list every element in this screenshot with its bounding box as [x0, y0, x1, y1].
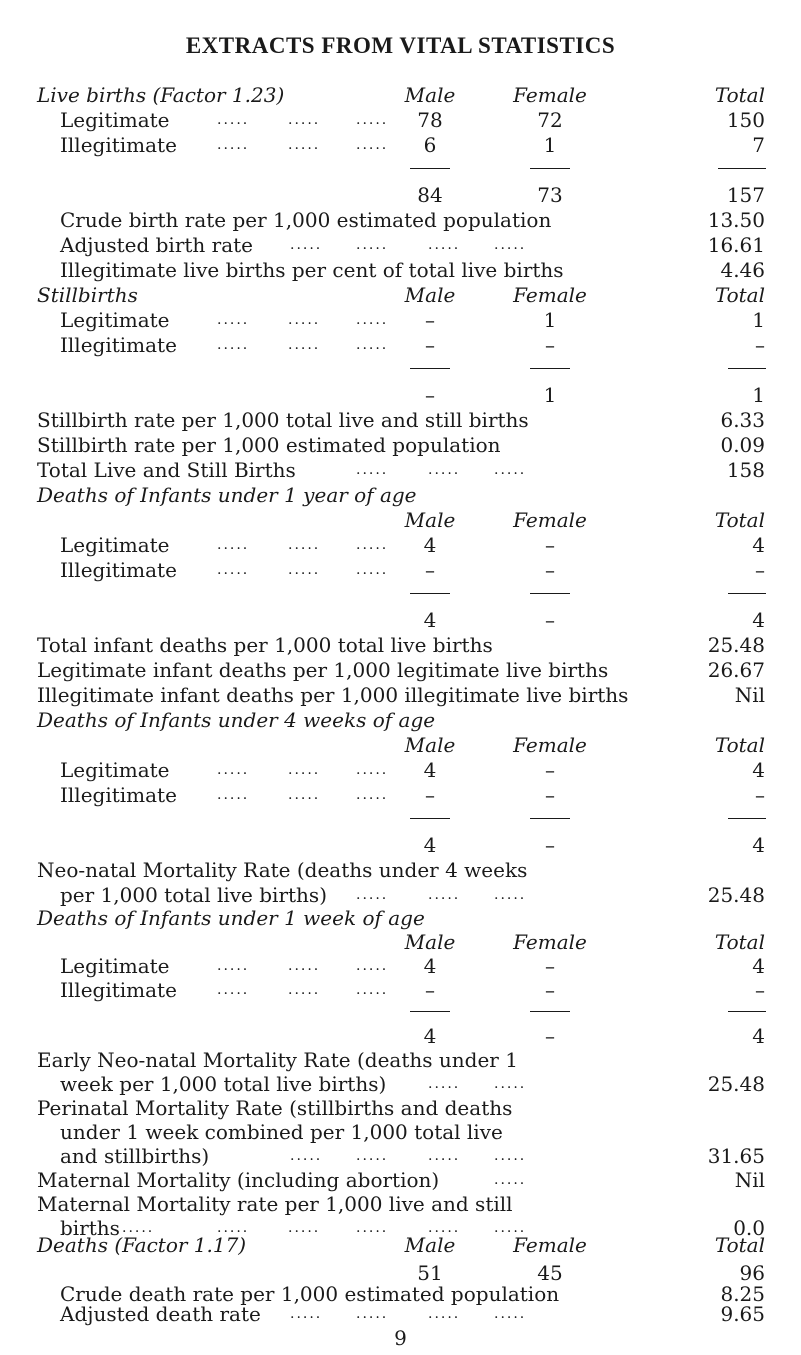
leader-dots: ..... — [428, 1220, 461, 1236]
leader-dots: ..... — [356, 312, 389, 328]
rule — [410, 1011, 450, 1012]
male-value: 4 — [423, 608, 437, 632]
leader-dots: ..... — [356, 1220, 389, 1236]
col-male: Male — [404, 930, 456, 954]
stat-label: under 1 week combined per 1,000 total live — [60, 1120, 503, 1144]
total-value: 150 — [726, 108, 765, 132]
infants-1yr-heading: Deaths of Infants under 1 year of age — [37, 483, 417, 507]
stat-value: 8.25 — [720, 1282, 765, 1306]
leader-dots: ..... — [428, 1306, 461, 1322]
leader-dots: ..... — [288, 537, 321, 553]
total-value: – — [755, 333, 765, 357]
leader-dots: ..... — [288, 312, 321, 328]
stat-label: Stillbirth rate per 1,000 estimated population — [37, 433, 501, 457]
leader-dots: ..... — [356, 337, 389, 353]
infants-1wk-col-row — [0, 929, 801, 955]
leader-dots: ..... — [288, 982, 321, 998]
stat-label: Total infant deaths per 1,000 total live births — [37, 633, 493, 657]
stat-value: 9.65 — [720, 1302, 765, 1326]
total-value: 4 — [752, 533, 765, 557]
leader-dots: ..... — [494, 1076, 527, 1092]
stat-value: 26.67 — [707, 658, 765, 682]
female-value: – — [545, 333, 555, 357]
leader-dots: ..... — [494, 1148, 527, 1164]
leader-dots: ..... — [217, 982, 250, 998]
infants-1yr-heading-row — [0, 482, 801, 508]
col-male: Male — [404, 83, 456, 107]
infants-1yr-illegit-row — [0, 557, 801, 583]
row-label: Illegitimate — [60, 133, 177, 157]
col-female: Female — [513, 83, 587, 107]
leader-dots: ..... — [356, 982, 389, 998]
live-legit-row — [0, 107, 801, 133]
col-total: Total — [714, 930, 765, 954]
total-value: – — [755, 558, 765, 582]
leader-dots: ..... — [356, 137, 389, 153]
perinatal-row-3 — [0, 1143, 801, 1169]
stat-label: week per 1,000 total live births) — [60, 1072, 387, 1096]
male-value: 84 — [417, 183, 443, 207]
female-value: – — [545, 978, 555, 1002]
leader-dots: ..... — [217, 537, 250, 553]
rule — [410, 818, 450, 819]
live-births-header-row — [0, 82, 801, 108]
leader-dots: ..... — [494, 1306, 527, 1322]
female-value: 73 — [537, 183, 563, 207]
col-total: Total — [714, 83, 765, 107]
col-male: Male — [404, 283, 456, 307]
rule — [530, 168, 570, 169]
stat-label: Maternal Mortality (including abortion) — [37, 1168, 440, 1192]
total-value: 4 — [752, 954, 765, 978]
row-label: Illegitimate — [60, 558, 177, 582]
rule — [728, 368, 766, 369]
row-label: Illegitimate — [60, 978, 177, 1002]
stillbirths-heading: Stillbirths — [37, 283, 138, 307]
rule — [718, 168, 766, 169]
male-value: 51 — [417, 1261, 443, 1285]
col-total: Total — [714, 1233, 765, 1257]
leader-dots: ..... — [494, 887, 527, 903]
still-rate-total-row — [0, 407, 801, 433]
leader-dots: ..... — [356, 762, 389, 778]
leader-dots: ..... — [356, 958, 389, 974]
leader-dots: ..... — [494, 462, 527, 478]
leader-dots: ..... — [288, 137, 321, 153]
leader-dots: ..... — [356, 462, 389, 478]
infants-4wk-heading-row — [0, 707, 801, 733]
leader-dots: ..... — [356, 562, 389, 578]
infants-4wk-heading: Deaths of Infants under 4 weeks of age — [37, 708, 436, 732]
rule — [530, 368, 570, 369]
rule — [410, 593, 450, 594]
leader-dots: ..... — [217, 1220, 250, 1236]
stat-label: Perinatal Mortality Rate (stillbirths and deaths — [37, 1096, 513, 1120]
infants-1yr-legit-row — [0, 532, 801, 558]
early-neonatal-row-1 — [0, 1047, 801, 1073]
total-value: – — [755, 783, 765, 807]
total-value: 1 — [752, 383, 765, 407]
leader-dots: ..... — [217, 337, 250, 353]
male-value: – — [425, 383, 435, 407]
stat-label: Crude death rate per 1,000 estimated population — [60, 1282, 560, 1306]
infants-4wk-sum-row — [0, 832, 801, 858]
col-female: Female — [513, 283, 587, 307]
female-value: 1 — [543, 383, 557, 407]
female-value: – — [545, 558, 555, 582]
live-illegit-row — [0, 132, 801, 158]
still-sum-row — [0, 382, 801, 408]
female-value: 1 — [543, 308, 557, 332]
stat-value: 158 — [726, 458, 765, 482]
row-label: Illegitimate — [60, 783, 177, 807]
rule — [728, 1011, 766, 1012]
stat-value: 13.50 — [707, 208, 765, 232]
rule — [728, 593, 766, 594]
col-female: Female — [513, 1233, 587, 1257]
leader-dots: ..... — [356, 787, 389, 803]
male-value: 6 — [423, 133, 437, 157]
leader-dots: ..... — [217, 787, 250, 803]
stat-label: and stillbirths) — [60, 1144, 210, 1168]
female-value: 45 — [537, 1261, 563, 1285]
rule — [530, 593, 570, 594]
perinatal-row-2 — [0, 1119, 801, 1145]
male-value: 78 — [417, 108, 443, 132]
stat-label: births — [60, 1216, 120, 1240]
infants-1wk-heading: Deaths of Infants under 1 week of age — [37, 906, 425, 930]
stat-label: per 1,000 total live births) — [60, 883, 327, 907]
female-value: – — [545, 758, 555, 782]
stat-value: 0.09 — [720, 433, 765, 457]
illeg-pct-row — [0, 257, 801, 283]
male-value: 4 — [423, 833, 437, 857]
leader-dots: ..... — [428, 237, 461, 253]
infants-1wk-sum-row — [0, 1023, 801, 1049]
page-number: 9 — [394, 1326, 407, 1350]
leader-dots: ..... — [428, 462, 461, 478]
adjusted-death-row — [0, 1302, 801, 1326]
leader-dots: ..... — [356, 1306, 389, 1322]
infants-4wk-illegit-row — [0, 782, 801, 808]
infants-1wk-legit-row — [0, 953, 801, 979]
infants-1yr-col-row — [0, 507, 801, 533]
male-value: 4 — [423, 758, 437, 782]
infant-total-rate-row — [0, 632, 801, 658]
col-total: Total — [714, 508, 765, 532]
leader-dots: ..... — [428, 1148, 461, 1164]
leader-dots: ..... — [428, 1076, 461, 1092]
col-total: Total — [714, 283, 765, 307]
row-label: Legitimate — [60, 308, 170, 332]
leader-dots: ..... — [288, 787, 321, 803]
leader-dots: ..... — [217, 137, 250, 153]
total-births-row — [0, 457, 801, 483]
col-total: Total — [714, 733, 765, 757]
leader-dots: ..... — [290, 237, 323, 253]
leader-dots: ..... — [428, 887, 461, 903]
still-rate-pop-row — [0, 432, 801, 458]
leader-dots: ..... — [288, 562, 321, 578]
stat-value: 25.48 — [707, 883, 765, 907]
col-male: Male — [404, 733, 456, 757]
leader-dots: ..... — [217, 762, 250, 778]
stat-label: Illegitimate live births per cent of total live births — [60, 258, 564, 282]
total-value: 1 — [752, 308, 765, 332]
row-label: Legitimate — [60, 758, 170, 782]
leader-dots: ..... — [494, 1220, 527, 1236]
crude-birth-row — [0, 207, 801, 233]
live-births-heading: Live births (Factor 1.23) — [37, 83, 285, 107]
maternal-rate-row-1 — [0, 1191, 801, 1217]
early-neonatal-row-2 — [0, 1071, 801, 1097]
rule — [410, 368, 450, 369]
leader-dots: ..... — [217, 112, 250, 128]
leader-dots: ..... — [288, 762, 321, 778]
total-value: 4 — [752, 833, 765, 857]
leader-dots: ..... — [288, 337, 321, 353]
stat-value: 25.48 — [707, 633, 765, 657]
leader-dots: ..... — [288, 1220, 321, 1236]
infants-1wk-illegit-row — [0, 977, 801, 1003]
male-value: – — [425, 308, 435, 332]
male-value: 4 — [423, 954, 437, 978]
leader-dots: ..... — [217, 958, 250, 974]
leader-dots: ..... — [356, 112, 389, 128]
female-value: – — [545, 954, 555, 978]
rule — [530, 818, 570, 819]
total-value: 7 — [752, 133, 765, 157]
col-female: Female — [513, 930, 587, 954]
col-female: Female — [513, 508, 587, 532]
col-female: Female — [513, 733, 587, 757]
row-label: Illegitimate — [60, 333, 177, 357]
total-value: 96 — [739, 1261, 765, 1285]
stat-value: 16.61 — [707, 233, 765, 257]
female-value: 1 — [543, 133, 557, 157]
total-value: 4 — [752, 1024, 765, 1048]
infants-1wk-heading-row — [0, 905, 801, 931]
infants-1yr-sum-row — [0, 607, 801, 633]
rule — [728, 818, 766, 819]
stat-label: Adjusted birth rate — [60, 233, 254, 257]
male-value: – — [425, 783, 435, 807]
leader-dots: ..... — [356, 537, 389, 553]
page-title: EXTRACTS FROM VITAL STATISTICS — [185, 33, 616, 58]
infants-4wk-col-row — [0, 732, 801, 758]
stillbirths-header-row — [0, 282, 801, 308]
total-value: 4 — [752, 608, 765, 632]
stat-value: 4.46 — [720, 258, 765, 282]
rule — [410, 168, 450, 169]
col-male: Male — [404, 508, 456, 532]
leader-dots: ..... — [217, 312, 250, 328]
leader-dots: ..... — [356, 1148, 389, 1164]
col-male: Male — [404, 1233, 456, 1257]
leader-dots: ..... — [290, 1148, 323, 1164]
female-value: – — [545, 1024, 555, 1048]
stat-value: 31.65 — [707, 1144, 765, 1168]
leader-dots: ..... — [494, 1172, 527, 1188]
stat-label: Adjusted death rate — [60, 1302, 261, 1326]
leader-dots: ..... — [122, 1220, 155, 1236]
male-value: 4 — [423, 533, 437, 557]
leader-dots: ..... — [217, 562, 250, 578]
leader-dots: ..... — [494, 237, 527, 253]
female-value: 72 — [537, 108, 563, 132]
female-value: – — [545, 783, 555, 807]
stat-value: Nil — [734, 683, 765, 707]
total-value: – — [755, 978, 765, 1002]
rule — [530, 1011, 570, 1012]
male-value: 4 — [423, 1024, 437, 1048]
infant-legit-rate-row — [0, 657, 801, 683]
stat-value: 6.33 — [720, 408, 765, 432]
female-value: – — [545, 608, 555, 632]
adjusted-birth-row — [0, 232, 801, 258]
female-value: – — [545, 533, 555, 557]
row-label: Legitimate — [60, 954, 170, 978]
live-sum-row — [0, 182, 801, 208]
neonatal-row-1 — [0, 857, 801, 883]
female-value: – — [545, 833, 555, 857]
leader-dots: ..... — [288, 958, 321, 974]
stat-label: Stillbirth rate per 1,000 total live and still births — [37, 408, 529, 432]
stat-label: Neo-natal Mortality Rate (deaths under 4 weeks — [37, 858, 528, 882]
still-legit-row — [0, 307, 801, 333]
leader-dots: ..... — [356, 237, 389, 253]
deaths-header-row — [0, 1232, 801, 1258]
stat-label: Legitimate infant deaths per 1,000 legitimate live births — [37, 658, 609, 682]
male-value: – — [425, 558, 435, 582]
leader-dots: ..... — [288, 112, 321, 128]
still-illegit-row — [0, 332, 801, 358]
stat-label: Total Live and Still Births — [37, 458, 296, 482]
leader-dots: ..... — [356, 887, 389, 903]
infants-4wk-legit-row — [0, 757, 801, 783]
deaths-heading: Deaths (Factor 1.17) — [37, 1233, 247, 1257]
stat-label: Maternal Mortality rate per 1,000 live and still — [37, 1192, 513, 1216]
perinatal-row-1 — [0, 1095, 801, 1121]
maternal-row — [0, 1167, 801, 1193]
infant-illegit-rate-row — [0, 682, 801, 708]
total-value: 157 — [726, 183, 765, 207]
stat-label: Crude birth rate per 1,000 estimated population — [60, 208, 552, 232]
male-value: – — [425, 978, 435, 1002]
stat-label: Early Neo-natal Mortality Rate (deaths under 1 — [37, 1048, 518, 1072]
stat-value: 25.48 — [707, 1072, 765, 1096]
stat-value: Nil — [734, 1168, 765, 1192]
stat-value: 0.0 — [733, 1216, 765, 1240]
row-label: Legitimate — [60, 108, 170, 132]
male-value: – — [425, 333, 435, 357]
total-value: 4 — [752, 758, 765, 782]
row-label: Legitimate — [60, 533, 170, 557]
leader-dots: ..... — [290, 1306, 323, 1322]
stat-label: Illegitimate infant deaths per 1,000 illegitimate live births — [37, 683, 629, 707]
